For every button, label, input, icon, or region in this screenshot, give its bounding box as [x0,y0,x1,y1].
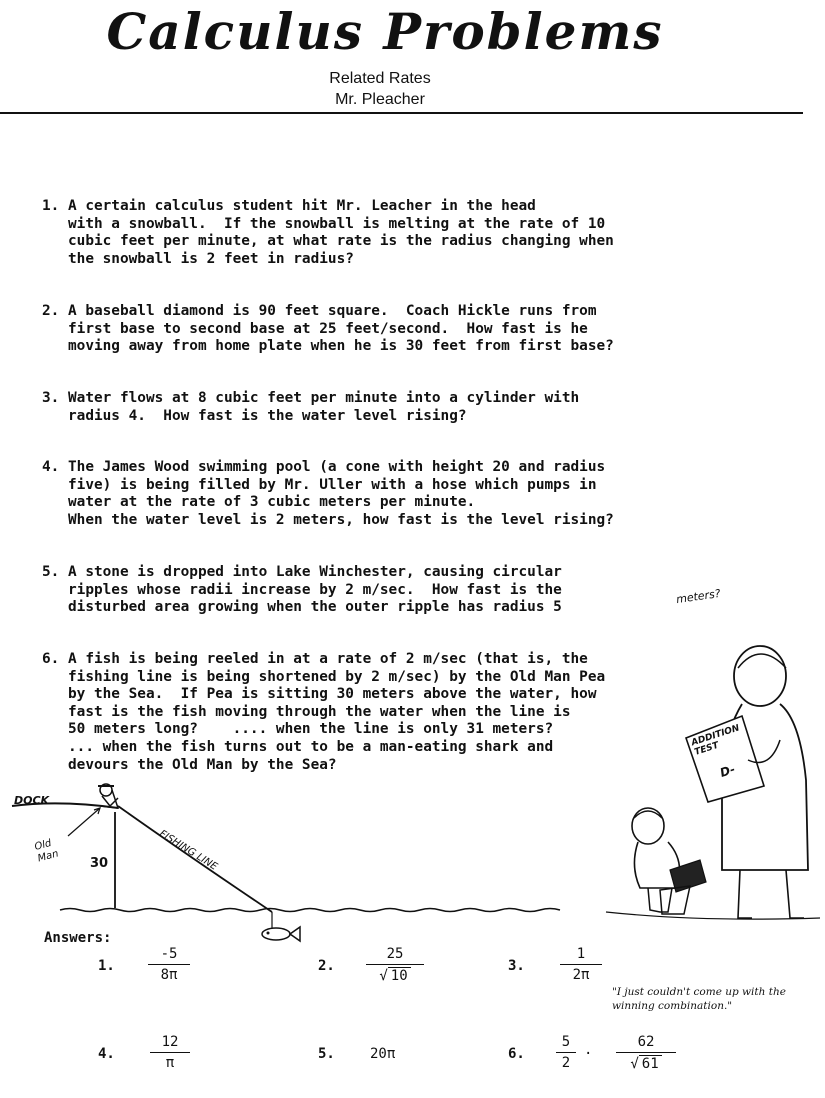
meters-annotation: meters? [675,586,722,607]
problem-1: 1. A certain calculus student hit Mr. Leacher in the head with a snowball. If the snowball is melting at the rate of 10 cubic feet per minute, at what rate is the radius changing when the snowball is 2 feet in radius? [42,198,614,267]
cartoon-caption: "I just couldn't come up with the winning combination." [612,986,786,1012]
problem-5: 5. A stone is dropped into Lake Winchester, causing circular ripples whose radii increase by 2 m/sec. How fast is the disturbed area growing when the outer ripple has radius 5 [42,564,562,616]
fraction-bar [616,1052,676,1053]
fraction-bar [150,1052,190,1053]
subtitle-topic: Related Rates [329,70,431,87]
answer-5-value: 20π [370,1046,396,1062]
fraction-bar [556,1052,576,1053]
problem-3: 3. Water flows at 8 cubic feet per minute into a cylinder with radius 4. How fast is the water level rising? [42,390,580,424]
grade-mark: D- [718,761,737,781]
fraction-bar [148,964,190,965]
problem-4: 4. The James Wood swimming pool (a cone with height 20 and radius five) is being filled by Mr. Uller with a hose which pumps in water at the rate of 3 cubic meters per minute. When the water level is 2 meters, how fast is the level rising? [42,459,614,528]
subtitle-author: Mr. Pleacher [335,91,425,108]
answer-6-numerator-2: 62 [637,1034,655,1050]
page-title: Calculus Problems [106,2,664,61]
problem-6: 6. A fish is being reeled in at a rate of 2 m/sec (that is, the fishing line is being shortened by 2 m/sec) by the Old Man Pea by the Sea. If Pea is sitting 30 meters above the water, how fast is the fish moving through the water when the line is 50 meters long? .... when the line is only 31 meters? ... when the fish turns out to be a man-eating shark and devours the Old Man by the Sea? [42,651,606,773]
fraction-bar [366,964,424,965]
answer-1-number: 1. [98,958,115,974]
answer-6-fraction-2 [616,1034,676,1072]
height-label: 30 [90,856,109,871]
problem-2: 2. A baseball diamond is 90 feet square. Coach Hickle runs from first base to second base at 25 feet/second. How fast is he moving away from home plate when he is 30 feet from first base? [42,303,614,355]
answer-3-fraction [560,946,602,983]
dock-label: DOCK [14,794,50,807]
answer-3-number: 3. [508,958,525,974]
answer-4-denominator: π [165,1055,175,1071]
answer-5-number: 5. [318,1046,335,1062]
answer-1-numerator: -5 [160,946,178,962]
answer-6-denominator-2-wrap: √ 61 [616,1055,676,1072]
fraction-bar [560,964,602,965]
answer-1-fraction [148,946,190,983]
answer-6-number: 6. [508,1046,525,1062]
answer-6-denominator-2: 61 [639,1055,662,1072]
answer-4-numerator: 12 [161,1034,179,1050]
old-man-label: Old Man [33,837,60,865]
answer-6-denominator-1: 2 [561,1055,571,1071]
answer-2-denominator: 10 [388,967,411,984]
answer-2-number: 2. [318,958,335,974]
fishing-line-label: FISHING LINE [157,828,220,873]
answer-2-denominator-wrap: √ 10 [366,967,424,984]
answer-4-number: 4. [98,1046,115,1062]
answer-3-denominator: 2π [572,967,590,983]
answer-1-denominator: 8π [160,967,178,983]
answer-4-fraction [150,1034,190,1071]
answer-6-fraction-1 [556,1034,576,1071]
answer-2-numerator: 25 [386,946,404,962]
answer-2-fraction [366,946,424,984]
addition-test-sign: ADDITION TEST [690,723,741,758]
answer-3-numerator: 1 [576,946,586,962]
answer-6-separator: · [584,1046,593,1062]
answers-label: Answers: [44,930,112,946]
answer-6-numerator-1: 5 [561,1034,571,1050]
